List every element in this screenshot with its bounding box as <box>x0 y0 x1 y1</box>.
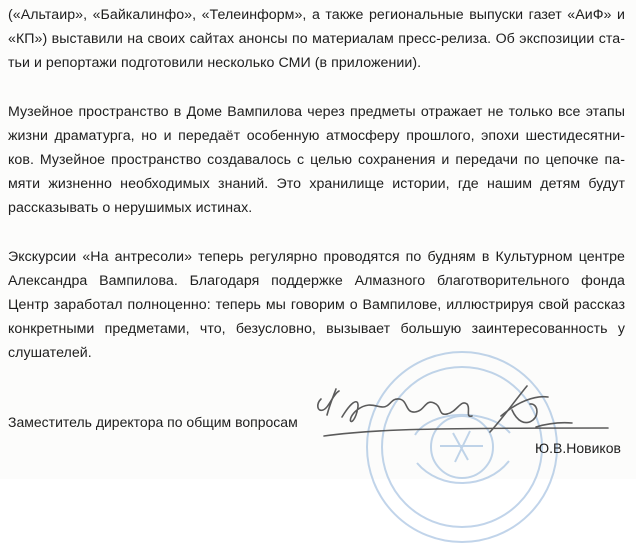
paragraph-2-line-5: рассказывать о нерушимых истинах. <box>8 200 253 216</box>
paragraph-1-line-2: «КП») выставили на своих сайтах анонсы по материалам пресс-релиза. Об экспозиции ста- <box>8 31 625 47</box>
paragraph-1-line-1: («Альтаир», «Байкалинфо», «Телеинформ», а также региональные выпуски газет «АиФ» и <box>8 7 625 23</box>
signer-name: Ю.В.Новиков <box>535 440 621 456</box>
paragraph-2-line-4: мяти жизненно необходимых знаний. Это хранилище истории, где нашим детям будут <box>8 176 625 192</box>
official-stamp <box>360 345 565 550</box>
paragraph-2-line-1: Музейное пространство в Доме Вампилова через предметы отражает не только все этапы <box>8 104 625 120</box>
paragraph-3-line-1: Экскурсии «На антресоли» теперь регулярно проводятся по будням в Культурном центре <box>8 249 625 265</box>
paragraph-1-line-3: тьи и репортажи подготовили несколько СМИ (в приложении). <box>8 55 422 71</box>
paragraph-3-line-4: конкретными предметами, что, безусловно, вызывает большую заинтересованность у <box>8 321 625 337</box>
paragraph-3-line-5: слушателей. <box>8 345 92 361</box>
handwritten-signature <box>314 379 614 449</box>
paragraph-3-line-3: Центр заработал полноценно: теперь мы говорим о Вампилове, иллюстрируя свой рассказ <box>8 297 625 313</box>
paragraph-2-line-3: ков. Музейное пространство создавалось с целью сохранения и передачи по цепочке па- <box>8 152 625 168</box>
signer-role: Заместитель директора по общим вопросам <box>8 414 298 430</box>
paragraph-3-line-2: Александра Вампилова. Благодаря поддержке Алмазного благотворительного фонда <box>8 273 625 289</box>
paragraph-2-line-2: жизни драматурга, но и передаёт особенную атмосферу прошлого, эпохи шестидесятни- <box>8 128 625 144</box>
